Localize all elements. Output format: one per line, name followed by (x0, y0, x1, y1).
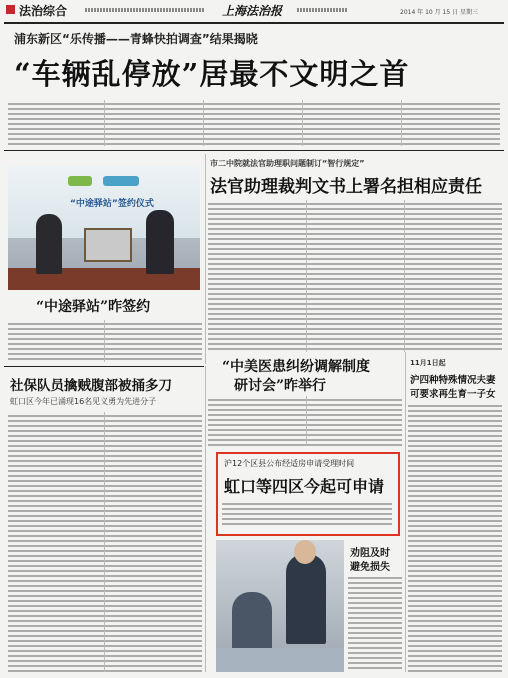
clerk-headline: 法官助理裁判文书上署名担相应责任 (210, 177, 482, 197)
clerk-kicker: 市二中院就法官助理职问题制订“智行规定” (210, 159, 365, 168)
seminar-headline-2: 研讨会”昨举行 (234, 378, 327, 394)
side-headline-1: 沪四种特殊情况夫妻 (410, 375, 496, 386)
left-column-vertical-rule (205, 154, 206, 364)
lead-col-divider-4 (401, 100, 402, 146)
small-story-headline-1: 劝阻及时 (350, 548, 390, 559)
side-body (408, 402, 502, 672)
masthead (0, 0, 508, 22)
clerk-body (208, 200, 502, 352)
photo-officer (286, 554, 326, 644)
mid-rule (4, 366, 204, 367)
side-headline-2: 可要求再生育一子女 (410, 389, 496, 400)
photo-plaque (84, 228, 132, 262)
photo-officer-head (294, 540, 316, 564)
seminar-headline-1: “中美医患纠纷调解制度 (222, 359, 371, 375)
photo-counter (216, 648, 344, 672)
lead-headline: “车辆乱停放”居最不文明之首 (14, 57, 410, 91)
photo-story-divider (104, 320, 105, 362)
lead-col-divider-2 (203, 100, 204, 146)
side-kicker: 11月1日起 (410, 359, 446, 367)
section-marker-icon (6, 5, 15, 14)
clerk-col-divider-2 (404, 200, 405, 352)
security-col-divider (104, 412, 105, 672)
housing-headline: 虹口等四区今起可申请 (224, 477, 385, 496)
photo-person-left (36, 214, 62, 274)
security-body (8, 412, 202, 672)
paper-url-strip (297, 8, 347, 12)
security-headline: 社保队员擒贼腹部被捅多刀 (10, 378, 172, 394)
issue-date: 2014 年 10 月 15 日 星期三 (400, 9, 478, 16)
lead-col-divider-3 (302, 100, 303, 146)
paper-name: 上海法治报 (222, 4, 283, 18)
side-column-rule (405, 352, 406, 672)
housing-body (222, 500, 392, 528)
security-column-rule (205, 366, 206, 672)
seminar-body (208, 396, 402, 446)
security-subhead: 虹口区今年已涌现16名见义勇为先进分子 (10, 397, 157, 406)
housing-kicker: 沪12个区县公布经适房申请受理时间 (224, 459, 355, 468)
clerk-col-divider-1 (306, 200, 307, 352)
lead-col-divider-1 (104, 100, 105, 146)
photo-story-body (8, 320, 202, 362)
photo-logo-2 (103, 176, 139, 186)
section-title: 法治综合 (19, 4, 68, 18)
photo-logo (68, 176, 92, 186)
small-story-body (348, 574, 402, 672)
photo-banner-text: “中途驿站”签约仪式 (70, 199, 154, 209)
masthead-info-strip (85, 8, 205, 12)
lead-body-text (8, 100, 500, 146)
masthead-rule (4, 22, 504, 24)
lead-kicker: 浦东新区“乐传播——青蜂快拍调查”结果揭晓 (14, 32, 258, 46)
photo-story-headline: “中途驿站”昨签约 (36, 299, 151, 315)
photo-person-right (146, 210, 174, 274)
seminar-col-divider (306, 396, 307, 446)
small-story-headline-2: 避免损失 (350, 562, 390, 573)
lead-bottom-rule (4, 150, 504, 151)
bank-counter-photo (216, 540, 344, 672)
signing-ceremony-photo (8, 166, 200, 290)
